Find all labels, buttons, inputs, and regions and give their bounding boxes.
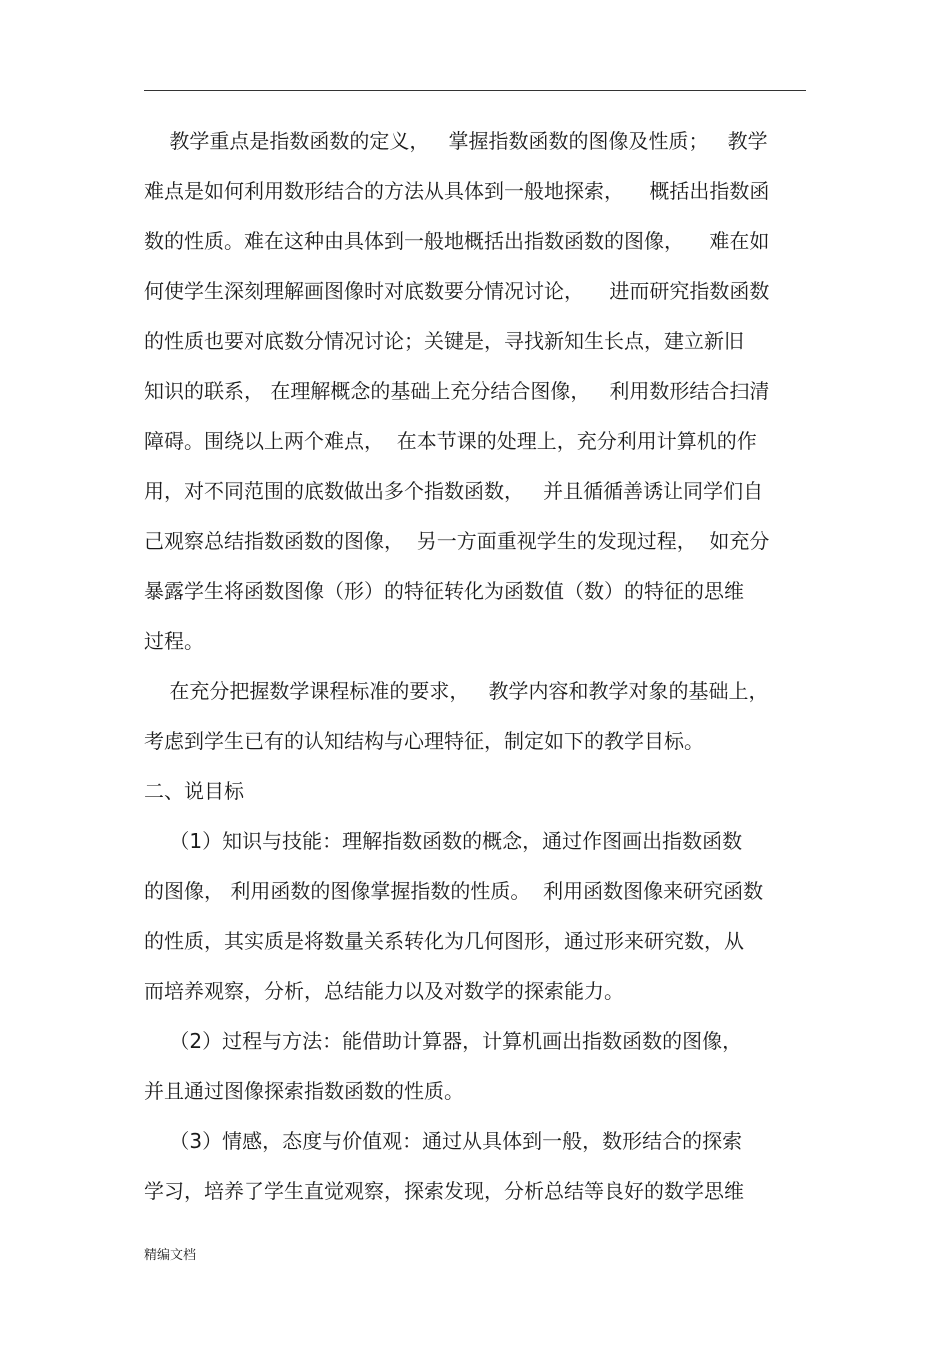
text-line: 过程。 xyxy=(144,629,204,653)
text-line: 数的性质。难在这种由具体到一般地概括出指数函数的图像， 难在如 xyxy=(144,229,770,253)
text-line: （3）情感，态度与价值观：通过从具体到一般，数形结合的探索 xyxy=(144,1129,743,1153)
header-rule xyxy=(144,90,806,91)
footer-label: 精编文档 xyxy=(144,1248,197,1263)
text-line: 的性质，其实质是将数量关系转化为几何图形，通过形来研究数，从 xyxy=(144,929,744,953)
text-line: 难点是如何利用数形结合的方法从具体到一般地探索， 概括出指数函 xyxy=(144,179,770,203)
section-heading: 二、说目标 xyxy=(144,779,244,803)
text-line: （2）过程与方法：能借助计算器，计算机画出指数函数的图像， xyxy=(144,1029,743,1053)
text-line: 何使学生深刻理解画图像时对底数要分情况讨论， 进而研究指数函数 xyxy=(144,279,770,303)
text-line: 而培养观察，分析，总结能力以及对数学的探索能力。 xyxy=(144,979,624,1003)
text-line: （1）知识与技能：理解指数函数的概念，通过作图画出指数函数 xyxy=(144,829,743,853)
text-line: 在充分把握数学课程标准的要求， 教学内容和教学对象的基础上， xyxy=(144,679,769,703)
text-line: 的性质也要对底数分情况讨论；关键是，寻找新知生长点，建立新旧 xyxy=(144,329,744,353)
text-line: 障碍。围绕以上两个难点， 在本节课的处理上，充分利用计算机的作 xyxy=(144,429,757,453)
text-line: 并且通过图像探索指数函数的性质。 xyxy=(144,1079,464,1103)
text-line: 的图像， 利用函数的图像掌握指数的性质。 利用函数图像来研究函数 xyxy=(144,879,764,903)
text-line: 用，对不同范围的底数做出多个指数函数， 并且循循善诱让同学们自 xyxy=(144,479,764,503)
text-line: 暴露学生将函数图像（形）的特征转化为函数值（数）的特征的思维 xyxy=(144,579,744,603)
text-line: 考虑到学生已有的认知结构与心理特征，制定如下的教学目标。 xyxy=(144,729,704,753)
text-line: 教学重点是指数函数的定义， 掌握指数函数的图像及性质； 教学 xyxy=(144,129,768,153)
text-line: 己观察总结指数函数的图像， 另一方面重视学生的发现过程， 如充分 xyxy=(144,529,770,553)
text-line: 学习，培养了学生直觉观察，探索发现，分析总结等良好的数学思维 xyxy=(144,1179,744,1203)
document-body xyxy=(144,116,806,1216)
text-line: 知识的联系， 在理解概念的基础上充分结合图像， 利用数形结合扫清 xyxy=(144,379,770,403)
